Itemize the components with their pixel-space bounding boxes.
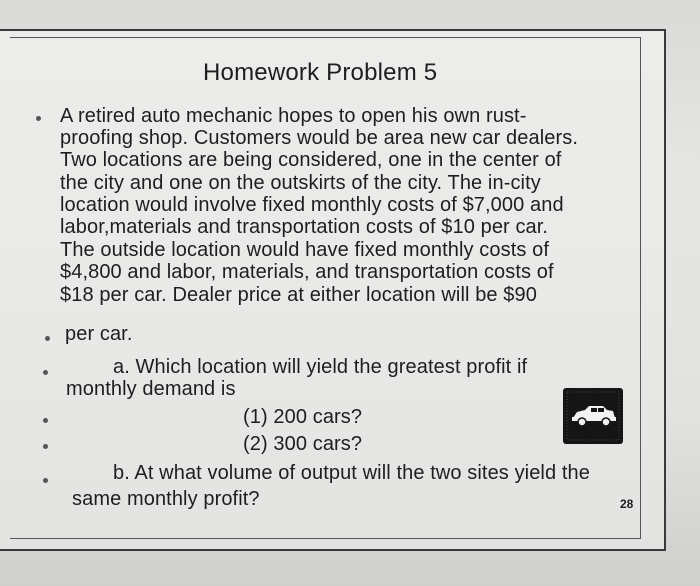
paragraph-line: The outside location would have fixed monthly costs of	[60, 239, 550, 261]
slide-title: Homework Problem 5	[203, 59, 438, 86]
question-a-option-1: (1) 200 cars?	[243, 406, 363, 428]
question-a-text: a. Which location will yield the greatest profit if	[113, 356, 528, 378]
bullet-marker	[43, 444, 48, 449]
question-a-text: monthly demand is	[66, 378, 236, 400]
paragraph-line: Two locations are being considered, one in the center of	[60, 149, 562, 171]
bullet-marker	[45, 336, 50, 341]
bullet-marker	[43, 478, 48, 483]
question-b-text: b. At what volume of output will the two sites yield the	[113, 462, 590, 484]
question-a-option-2: (2) 300 cars?	[243, 433, 363, 455]
bullet-marker	[43, 418, 48, 423]
bullet-marker	[43, 370, 48, 375]
paragraph-line: proofing shop. Customers would be area new car dealers.	[60, 127, 578, 149]
bullet-marker	[36, 116, 41, 121]
question-b-text: same monthly profit?	[72, 488, 260, 510]
paragraph-line: the city and one on the outskirts of the city. The in-city	[60, 172, 541, 194]
car-icon	[563, 388, 623, 444]
paragraph-line: labor,materials and transportation costs of $10 per car.	[60, 216, 549, 238]
paragraph-line: A retired auto mechanic hopes to open his own rust-	[60, 105, 527, 127]
page-number: 28	[620, 497, 634, 511]
paragraph-line: $18 per car. Dealer price at either location will be $90	[60, 284, 537, 306]
paragraph-line: location would involve fixed monthly costs of $7,000 and	[60, 194, 564, 216]
paragraph-line: per car.	[65, 323, 133, 345]
paragraph-line: $4,800 and labor, materials, and transportation costs of	[60, 261, 554, 283]
